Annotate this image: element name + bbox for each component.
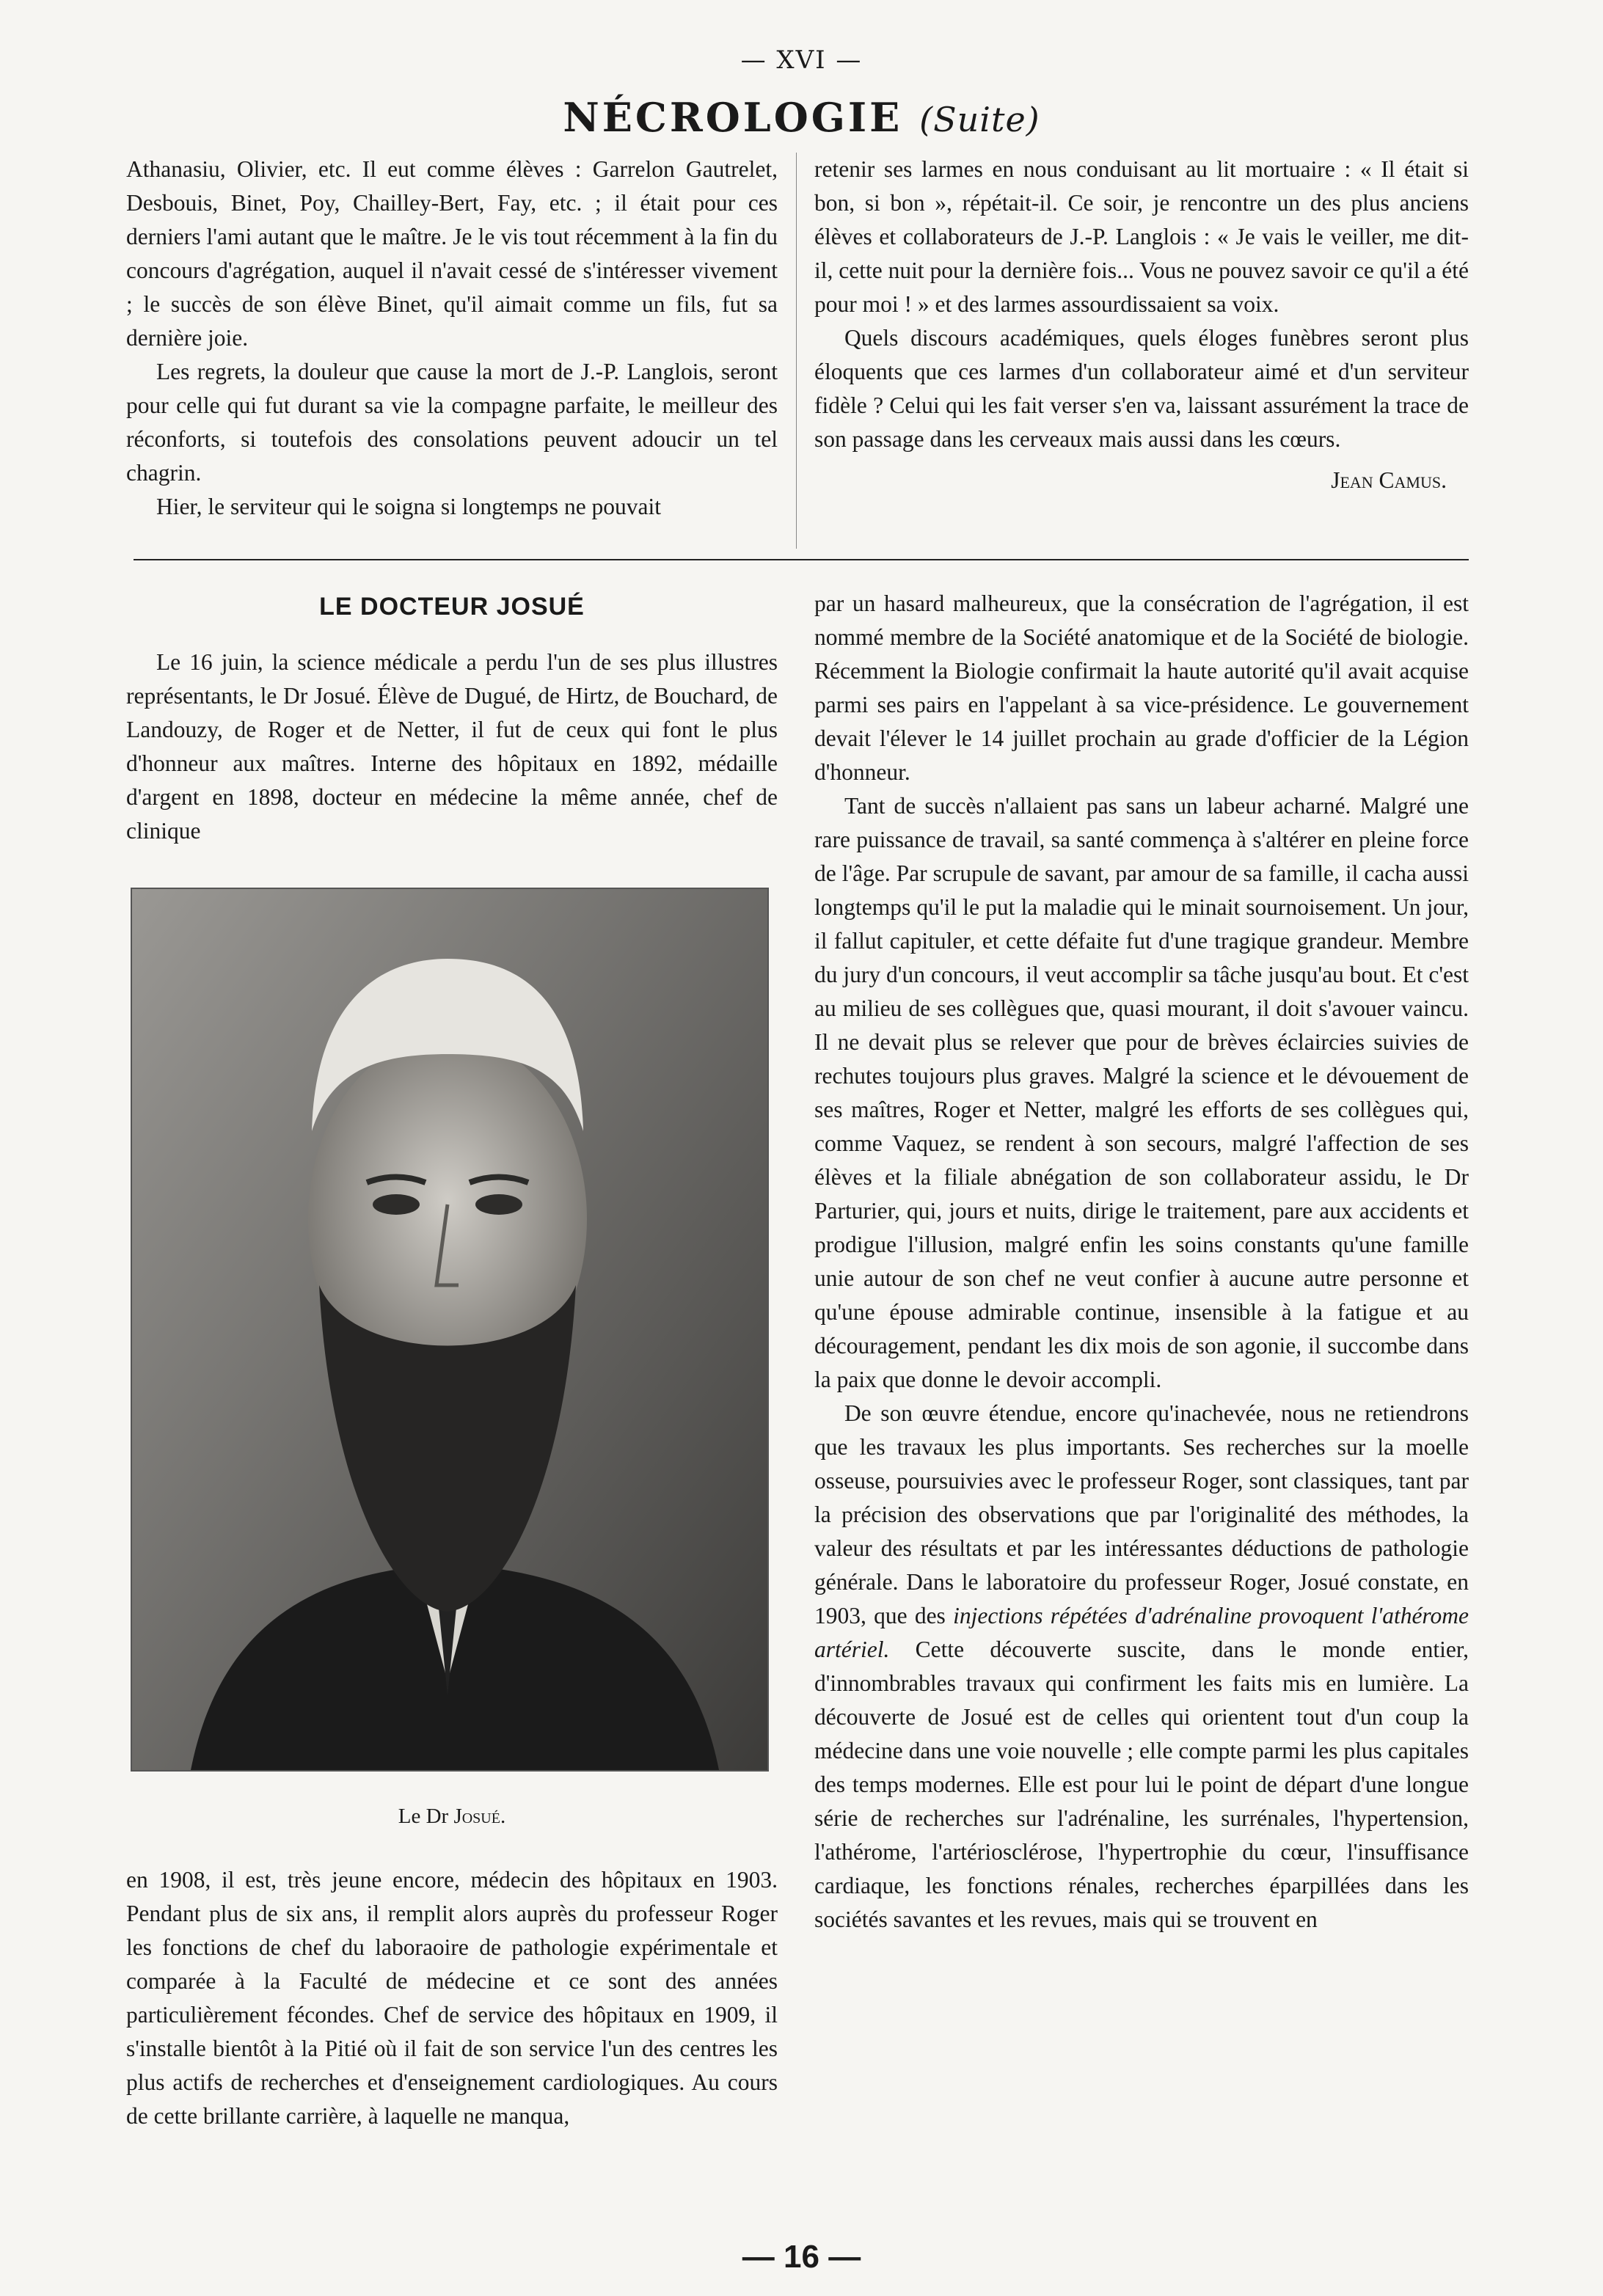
section-divider	[134, 559, 1469, 560]
column-divider	[796, 153, 797, 549]
text-run: Cette découverte suscite, dans le monde entier, d'innombrables travaux qui confirment les faits mis en lumière. La découverte de Josué est de celles qui orientent tout d'un coup la médecine dans une voie nouvelle ; elle compte parmi les plus capitales des temps modernes. Elle est pour lui le point de départ d'une longue série de recherches sur l'adrénaline, les surrénales, l'hypertension, l'athérome, l'artériosclérose, l'hypertrophie du cœur, l'insuffisance cardiaque, les fonctions rénales, recherches éparpillées dans les sociétés savantes et les revues, mais qui se trouvent en	[814, 1637, 1469, 1932]
caption-prefix: Le Dr	[398, 1805, 449, 1828]
langlois-paragraph: Athanasiu, Olivier, etc. Il eut comme élèves : Garrelon Gautrelet, Desbouis, Binet, Poy, Chailley-Bert, Fay, etc. ; il était pour ces derniers l'ami autant que le maître. Je le vis tout récemment à la fin du concours d'agrégation, auquel il n'avait cessé de s'intéresser vivement ; le succès de son élève Binet, qu'il aimait comme un fils, fut sa dernière joie.	[126, 156, 778, 351]
josue-paragraph: par un hasard malheureux, que la consécration de l'agrégation, il est nommé membre de la Société anatomique et de la Société de biologie. Récemment la Biologie confirmait la haute autorité qu'il avait acquise parmi ses pairs en l'appelant à sa vice-présidence. Le gouvernement devait l'élever le 14 juillet prochain au grade d'officier de la Légion d'honneur.	[814, 591, 1469, 785]
portrait-photo	[131, 888, 769, 1772]
langlois-paragraph: Les regrets, la douleur que cause la mort de J.-P. Langlois, seront pour celle qui fut durant sa vie la compagne parfaite, le meilleur des réconforts, si toutefois des consolations peuvent adoucir un tel chagrin.	[126, 359, 778, 486]
langlois-paragraph: retenir ses larmes en nous conduisant au lit mortuaire : « Il était si bon, si bon », répétait-il. Ce soir, je rencontre un des plus anciens élèves et collaborateurs de J.-P. Langlois : « Je vais le veiller, me dit-il, cette nuit pour la dernière fois... Vous ne pouvez savoir ce qu'il a été pour moi ! » et des larmes assourdissaient sa voix.	[814, 156, 1469, 317]
article-title: LE DOCTEUR JOSUÉ	[319, 593, 585, 621]
josue-right-column	[814, 587, 1469, 1937]
josue-paragraph: en 1908, il est, très jeune encore, médecin des hôpitaux en 1903. Pendant plus de six ans, il remplit alors auprès du professeur Roger les fonctions de chef du laboraoire de pathologie expérimentale et comparée à la Faculté de médecine et ce sont des années particulièrement fécondes. Chef de service des hôpitaux en 1909, il s'installe bientôt à la Pitié où il fait de son service l'un des centres les plus actifs de recherches et d'enseignement cardiologiques. Au cours de cette brillante carrière, à laquelle ne manqua,	[126, 1867, 778, 2129]
italic-text-run: injections répétées d'adrénaline provoquent l'athérome artériel.	[814, 1603, 1469, 1662]
josue-paragraph: Le 16 juin, la science médicale a perdu l'un de ses plus illustres représentants, le Dr Josué. Élève de Dugué, de Hirtz, de Bouchard, de Landouzy, de Roger et de Netter, il fut de ceux qui font le plus d'honneur aux maîtres. Interne des hôpitaux en 1892, médaille d'argent en 1898, docteur en médecine la même année, chef de clinique	[126, 649, 778, 844]
page-number: — 16 —	[742, 2239, 861, 2275]
portrait-caption	[126, 1805, 778, 1829]
langlois-left-column	[126, 153, 778, 524]
langlois-right-column	[814, 153, 1469, 497]
section-title	[0, 94, 1603, 141]
langlois-paragraph: Quels discours académiques, quels éloges funèbres seront plus éloquents que ces larmes d'un collaborateur aimé et d'un serviteur fidèle ? Celui qui les fait verser s'en va, laissant assurément la trace de son passage dans les cerveaux mais aussi dans les cœurs.	[814, 325, 1469, 452]
caption-name: Josué.	[453, 1805, 506, 1828]
signature: Jean Camus.	[1331, 467, 1447, 493]
text-run: De son œuvre étendue, encore qu'inachevée, nous ne retiendrons que les travaux les plus importants. Ses recherches sur la moelle osseuse, poursuivies avec le professeur Roger, sont classiques, tant par la précision des observations que par l'originalité des méthodes, la valeur des résultats et par les intéressantes déductions de pathologie générale. Dans le laboratoire du professeur Roger, Josué constate, en 1903, que des	[814, 1400, 1469, 1628]
josue-left-top	[126, 646, 778, 848]
section-title-text: NÉCROLOGIE	[563, 94, 903, 141]
josue-paragraph: Tant de succès n'allaient pas sans un labeur acharné. Malgré une rare puissance de travail, sa santé commença à s'altérer en pleine force de l'âge. Par scrupule de savant, par amour de sa famille, il cacha aussi longtemps qu'il le put la maladie qui le minait sournoisement. Un jour, il fallut capituler, et cette défaite fut d'une tragique grandeur. Membre du jury d'un concours, il veut accomplir sa tâche jusqu'au bout. Et c'est au milieu de ses collègues que, quasi mourant, il doit s'avouer vaincu. Il ne devait plus se relever que pour de brèves éclaircies suivies de rechutes toujours plus graves. Malgré la science et le dévouement de ses maîtres, Roger et Netter, malgré les efforts de ses collègues qui, comme Vaquez, se rendent à son secours, malgré l'affection de ses élèves et la filiale abnégation de son collaborateur assidu, le Dr Parturier, qui, jours et nuits, dirige le traitement, pare aux accidents et prodigue l'illusion, malgré enfin les soins constants qu'une famille unie autour de son chef ne veut confier à aucune autre personne et qu'une épouse admirable continue, insensible à la fatigue et au découragement, pendant les dix mois de son agonie, il succombe dans la paix que donne le devoir accompli.	[814, 793, 1469, 1392]
langlois-paragraph: Hier, le serviteur qui le soigna si longtemps ne pouvait	[156, 494, 662, 519]
josue-paragraph	[814, 1397, 1469, 1937]
roman-page-number: — XVI —	[740, 45, 863, 75]
section-title-suffix: (Suite)	[919, 100, 1040, 139]
josue-left-bottom	[126, 1863, 778, 2133]
portrait-illustration	[132, 889, 767, 1770]
